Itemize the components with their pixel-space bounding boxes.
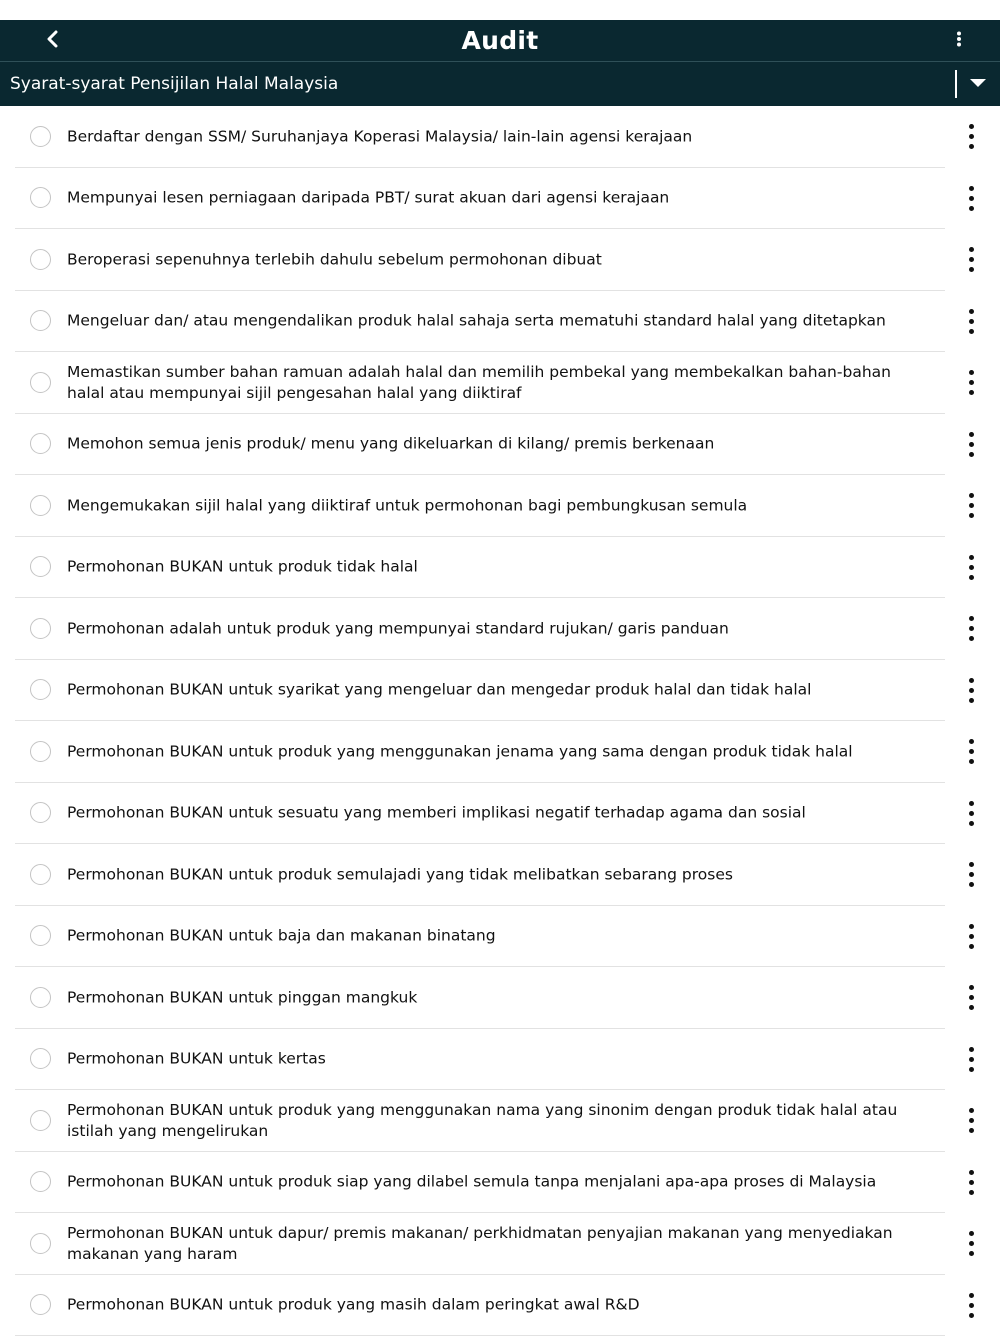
- radio-button[interactable]: [30, 1110, 51, 1131]
- radio-button[interactable]: [30, 618, 51, 639]
- item-menu-button[interactable]: [956, 920, 986, 952]
- radio-button[interactable]: [30, 187, 51, 208]
- checklist-item[interactable]: [0, 291, 1000, 353]
- checklist-item[interactable]: [0, 352, 1000, 414]
- vertical-ellipsis-icon: [969, 1108, 974, 1133]
- caret-down-icon: [969, 75, 987, 93]
- vertical-ellipsis-icon: [969, 124, 974, 149]
- checklist-item[interactable]: [0, 1090, 1000, 1152]
- vertical-ellipsis-icon: [969, 1293, 974, 1318]
- checklist-item-label: Permohonan BUKAN untuk kertas: [67, 1049, 912, 1070]
- checklist: [0, 106, 1000, 1336]
- vertical-ellipsis-icon: [969, 1047, 974, 1072]
- radio-button[interactable]: [30, 1294, 51, 1315]
- checklist-item[interactable]: [0, 475, 1000, 537]
- checklist-item[interactable]: [0, 414, 1000, 476]
- checklist-item[interactable]: [0, 967, 1000, 1029]
- checklist-item-label: Beroperasi sepenuhnya terlebih dahulu sebelum permohonan dibuat: [67, 249, 912, 270]
- checklist-item[interactable]: [0, 106, 1000, 168]
- checklist-item-label: Permohonan BUKAN untuk produk tidak halal: [67, 557, 912, 578]
- vertical-ellipsis-icon: [969, 616, 974, 641]
- checklist-item-label: Berdaftar dengan SSM/ Suruhanjaya Koperasi Malaysia/ lain-lain agensi kerajaan: [67, 126, 912, 147]
- back-button[interactable]: [38, 26, 68, 56]
- item-menu-button[interactable]: [956, 244, 986, 276]
- vertical-ellipsis-icon: [969, 1170, 974, 1195]
- item-menu-button[interactable]: [956, 859, 986, 891]
- vertical-ellipsis-icon: [969, 862, 974, 887]
- checklist-item[interactable]: [0, 1029, 1000, 1091]
- checklist-item[interactable]: [0, 783, 1000, 845]
- radio-button[interactable]: [30, 864, 51, 885]
- page-title: Audit: [461, 26, 538, 55]
- radio-button[interactable]: [30, 495, 51, 516]
- vertical-ellipsis-icon: [969, 309, 974, 334]
- item-menu-button[interactable]: [956, 1105, 986, 1137]
- radio-button[interactable]: [30, 925, 51, 946]
- item-menu-button[interactable]: [956, 428, 986, 460]
- checklist-item-label: Permohonan BUKAN untuk sesuatu yang memberi implikasi negatif terhadap agama dan sosial: [67, 803, 912, 824]
- checklist-item[interactable]: [0, 1275, 1000, 1336]
- radio-button[interactable]: [30, 1171, 51, 1192]
- item-menu-button[interactable]: [956, 982, 986, 1014]
- vertical-ellipsis-icon: [969, 924, 974, 949]
- checklist-item-label: Mempunyai lesen perniagaan daripada PBT/ surat akuan dari agensi kerajaan: [67, 188, 912, 209]
- section-title: Syarat-syarat Pensijilan Halal Malaysia: [0, 74, 338, 94]
- checklist-item[interactable]: [0, 721, 1000, 783]
- checklist-item-label: Permohonan BUKAN untuk dapur/ premis makanan/ perkhidmatan penyajian makanan yang menyediakan makanan yang haram: [67, 1223, 912, 1265]
- vertical-ellipsis-icon: [969, 186, 974, 211]
- vertical-ellipsis-icon: [969, 739, 974, 764]
- radio-button[interactable]: [30, 433, 51, 454]
- checklist-item[interactable]: [0, 229, 1000, 291]
- item-menu-button[interactable]: [956, 1043, 986, 1075]
- radio-button[interactable]: [30, 1048, 51, 1069]
- checklist-item-label: Memohon semua jenis produk/ menu yang dikeluarkan di kilang/ premis berkenaan: [67, 434, 912, 455]
- vertical-ellipsis-icon: [969, 985, 974, 1010]
- checklist-item-label: Mengemukakan sijil halal yang diiktiraf untuk permohonan bagi pembungkusan semula: [67, 495, 912, 516]
- item-menu-button[interactable]: [956, 1289, 986, 1321]
- item-menu-button[interactable]: [956, 613, 986, 645]
- section-selector[interactable]: [0, 62, 1000, 106]
- radio-button[interactable]: [30, 310, 51, 331]
- checklist-item-label: Permohonan adalah untuk produk yang mempunyai standard rujukan/ garis panduan: [67, 618, 912, 639]
- item-menu-button[interactable]: [956, 1166, 986, 1198]
- checklist-item[interactable]: [0, 660, 1000, 722]
- vertical-ellipsis-icon: [969, 432, 974, 457]
- status-bar: [0, 0, 1000, 20]
- vertical-ellipsis-icon: [969, 801, 974, 826]
- vertical-ellipsis-icon: [969, 247, 974, 272]
- item-menu-button[interactable]: [956, 551, 986, 583]
- checklist-item[interactable]: [0, 906, 1000, 968]
- checklist-item-label: Permohonan BUKAN untuk produk siap yang dilabel semula tanpa menjalani apa-apa proses di Malaysia: [67, 1172, 912, 1193]
- checklist-item-label: Permohonan BUKAN untuk produk yang menggunakan nama yang sinonim dengan produk tidak halal atau istilah yang mengelirukan: [67, 1100, 912, 1142]
- radio-button[interactable]: [30, 556, 51, 577]
- radio-button[interactable]: [30, 987, 51, 1008]
- radio-button[interactable]: [30, 802, 51, 823]
- checklist-item[interactable]: [0, 1213, 1000, 1275]
- chevron-left-icon: [46, 30, 60, 53]
- radio-button[interactable]: [30, 372, 51, 393]
- checklist-item-label: Permohonan BUKAN untuk produk yang masih dalam peringkat awal R&D: [67, 1295, 912, 1316]
- item-menu-button[interactable]: [956, 305, 986, 337]
- item-menu-button[interactable]: [956, 1228, 986, 1260]
- checklist-item-label: Permohonan BUKAN untuk produk semulajadi yang tidak melibatkan sebarang proses: [67, 864, 912, 885]
- radio-button[interactable]: [30, 126, 51, 147]
- section-dropdown-button[interactable]: [956, 62, 1000, 106]
- item-menu-button[interactable]: [956, 367, 986, 399]
- app-header: [0, 20, 1000, 62]
- checklist-item[interactable]: [0, 844, 1000, 906]
- item-menu-button[interactable]: [956, 736, 986, 768]
- checklist-item[interactable]: [0, 537, 1000, 599]
- checklist-item-label: Permohonan BUKAN untuk syarikat yang mengeluar dan mengedar produk halal dan tidak halal: [67, 680, 912, 701]
- radio-button[interactable]: [30, 679, 51, 700]
- vertical-ellipsis-icon: [969, 1231, 974, 1256]
- item-menu-button[interactable]: [956, 674, 986, 706]
- vertical-ellipsis-icon: [956, 31, 962, 52]
- vertical-ellipsis-icon: [969, 493, 974, 518]
- vertical-ellipsis-icon: [969, 555, 974, 580]
- checklist-item-label: Permohonan BUKAN untuk produk yang menggunakan jenama yang sama dengan produk tidak halal: [67, 741, 912, 762]
- radio-button[interactable]: [30, 249, 51, 270]
- item-menu-button[interactable]: [956, 121, 986, 153]
- checklist-item-label: Mengeluar dan/ atau mengendalikan produk halal sahaja serta mematuhi standard halal yang ditetapkan: [67, 311, 912, 332]
- checklist-item[interactable]: [0, 1152, 1000, 1214]
- radio-button[interactable]: [30, 741, 51, 762]
- item-menu-button[interactable]: [956, 182, 986, 214]
- item-menu-button[interactable]: [956, 797, 986, 829]
- vertical-ellipsis-icon: [969, 370, 974, 395]
- vertical-ellipsis-icon: [969, 678, 974, 703]
- checklist-item[interactable]: [0, 598, 1000, 660]
- checklist-item-label: Permohonan BUKAN untuk pinggan mangkuk: [67, 987, 912, 1008]
- item-menu-button[interactable]: [956, 490, 986, 522]
- checklist-item-label: Permohonan BUKAN untuk baja dan makanan binatang: [67, 926, 912, 947]
- checklist-item-label: Memastikan sumber bahan ramuan adalah halal dan memilih pembekal yang membekalkan bahan-bahan halal atau mempunyai sijil pengesahan halal yang diiktiraf: [67, 362, 912, 404]
- header-menu-button[interactable]: [946, 28, 972, 54]
- radio-button[interactable]: [30, 1233, 51, 1254]
- checklist-item[interactable]: [0, 168, 1000, 230]
